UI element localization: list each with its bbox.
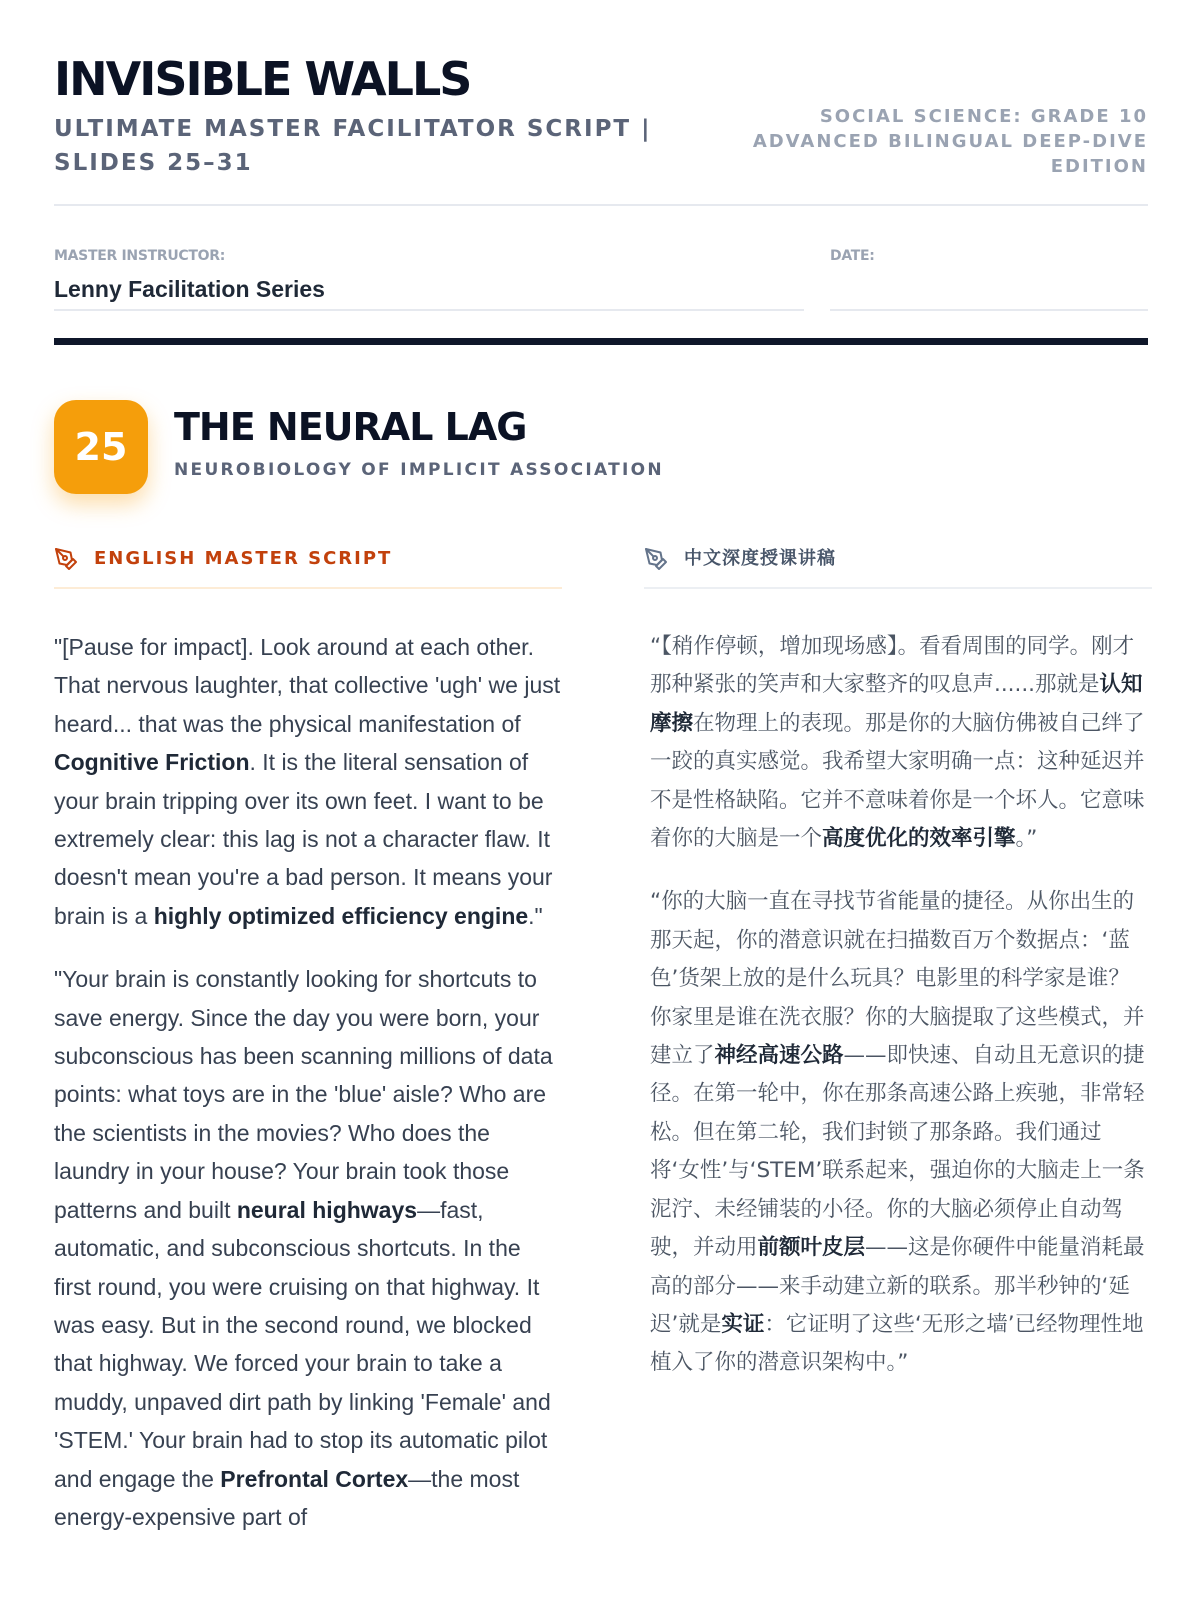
english-heading-rule [54, 587, 562, 589]
term-evidence-zh: 实证 [721, 1311, 765, 1337]
term-prefrontal-cortex-zh: 前额叶皮层 [757, 1235, 866, 1261]
pen-icon [54, 547, 78, 571]
chinese-script-heading [644, 543, 1154, 591]
date-label: DATE: [830, 248, 875, 264]
english-paragraph-1: "[Pause for impact]. Look around at each other. That nervous laughter, that collective 'ugh' we just heard... that was the physical manifestation of Cognitive Friction. It is the literal sensation of your brain tripping over its own feet. I want to be extremely clear: this lag is not a character flaw. It doesn't mean you're a bad person. It means your brain is a highly optimized efficiency engine." [54, 634, 561, 929]
english-heading-label: ENGLISH MASTER SCRIPT [94, 548, 393, 569]
document-header [54, 52, 1148, 177]
pen-icon [644, 547, 668, 571]
term-cognitive-friction: Cognitive Friction [54, 749, 250, 776]
section-divider [54, 338, 1148, 345]
chinese-heading-rule [644, 587, 1152, 589]
edition-info [708, 104, 1148, 179]
instructor-field[interactable]: Lenny Facilitation Series [54, 276, 325, 302]
document-title: INVISIBLE WALLS [54, 52, 471, 106]
chinese-heading-label: 中文深度授课讲稿 [684, 548, 836, 569]
slide-title: THE NEURAL LAG [174, 405, 527, 449]
chinese-script-body [650, 628, 1150, 1408]
english-script-body [54, 628, 564, 1561]
term-prefrontal-cortex: Prefrontal Cortex [220, 1465, 409, 1492]
chinese-paragraph-2: “你的大脑一直在寻找节省能量的捷径。从你出生的那天起，你的潜意识就在扫描数百万个数据点：‘蓝色’货架上放的是什么玩具？电影里的科学家是谁？你家里是谁在洗衣服？你的大脑提取了这些模式，并建立了神经高速公路——即快速、自动且无意识的捷径。在第一轮中，你在那条高速公路上疾驰，非常轻松。但在第二轮，我们封锁了那条路。我们通过将‘女性’与‘STEM’联系起来，强迫你的大脑走上一条泥泞、未经铺装的小径。你的大脑必须停止自动驾驶，并动用前额叶皮层——这是你硬件中能量消耗最高的部分——来手动建立新的联系。那半秒钟的‘延迟’就是实证：它证明了这些‘无形之墙’已经物理性地植入了你的潜意识架构中。” [650, 889, 1145, 1376]
document-subtitle: ULTIMATE MASTER FACILITATOR SCRIPT | SLIDES 25–31 [54, 116, 652, 176]
instructor-underline [54, 309, 804, 311]
edition-line-1: SOCIAL SCIENCE: GRADE 10 [819, 106, 1148, 127]
english-paragraph-2: "Your brain is constantly looking for shortcuts to save energy. Since the day you were born, your subconscious has been scanning millions of data points: what toys are in the 'blue' aisle? Who are the scientists in the movies? Who does the laundry in your house? Your brain took those patterns and built neural highways—fast, automatic, and subconscious shortcuts. In the first round, you were cruising on that highway. It was easy. But in the second round, we blocked that highway. We forced your brain to take a muddy, unpaved dirt path by linking 'Female' and 'STEM.' Your brain had to stop its automatic pilot and engage the Prefrontal Cortex—the most energy-expensive part of [54, 966, 553, 1530]
header-divider [54, 204, 1148, 206]
chinese-paragraph-1: “【稍作停顿，增加现场感】。看看周围的同学。刚才那种紧张的笑声和大家整齐的叹息声......那就是认知摩擦在物理上的表现。那是你的大脑仿佛被自己绊了一跤的真实感觉。我希望大家明确一点：这种延迟并不是性格缺陷。它并不意味着你是一个坏人。它意味着你的大脑是一个高度优化的效率引擎。” [650, 634, 1145, 852]
slide-subtitle: NEUROBIOLOGY OF IMPLICIT ASSOCIATION [174, 460, 664, 480]
slide-number-badge: 25 [54, 400, 148, 494]
english-script-heading [54, 543, 564, 591]
term-efficiency-engine-zh: 高度优化的效率引擎 [822, 826, 1016, 852]
term-efficiency-engine: highly optimized efficiency engine [153, 902, 529, 929]
term-neural-highways-zh: 神经高速公路 [714, 1043, 844, 1069]
term-cognitive-friction-zh: 认知摩擦 [650, 672, 1143, 736]
term-neural-highways: neural highways [236, 1196, 418, 1223]
instructor-label: MASTER INSTRUCTOR: [54, 248, 226, 264]
date-underline [830, 309, 1148, 311]
edition-line-2: ADVANCED BILINGUAL DEEP-DIVE EDITION [752, 131, 1148, 177]
